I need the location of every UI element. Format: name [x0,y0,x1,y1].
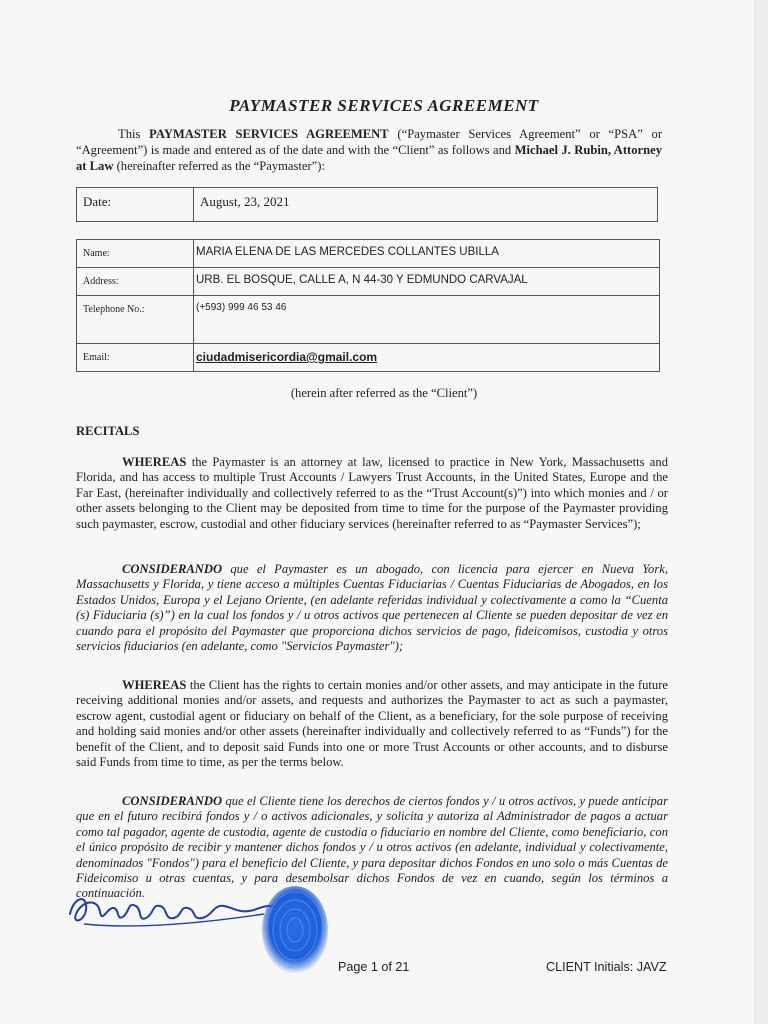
whereas-lead-1: WHEREAS [122,455,187,469]
page-edge [754,0,768,1024]
intro-bold-1: PAYMASTER SERVICES AGREEMENT [149,127,389,141]
document-title: PAYMASTER SERVICES AGREEMENT [229,96,539,115]
whereas-lead-2: WHEREAS [122,678,187,692]
whereas-paragraph-1 [76,455,668,532]
client-table [76,239,660,372]
email-value: ciudadmisericordia@gmail.com [194,344,660,372]
date-table [76,187,658,222]
considerando-lead-1: CONSIDERANDO [122,562,223,576]
intro-text-2: (“Paymaster Services Agreement” or “PSA” or “Agreement”) is made and entered as of the date and with the “Client” as follows and [76,127,663,157]
intro-bold-2: Michael J. Rubin, Attorney at Law [76,143,662,173]
intro-paragraph [76,126,662,174]
address-value: URB. EL BOSQUE, CALLE A, N 44-30 Y EDMUNDO CARVAJAL [194,268,660,296]
date-value: August, 23, 2021 [194,188,658,222]
considerando-text-2: que el Cliente tiene los derechos de ciertos fondos y / u otros activos, y puede anticipar que en el futuro recibirá fondos y / o activos adicionales, y solicita y autoriza al Administrador de pagos a actuar como tal pagador, agente de custodia, agente de custodia o fiduciario en nombre del Cliente, como beneficiario, con el único propósito de recibir y mantener dichos fondos y / u otros activos (en adelante, individual y colectivamente, denominados "Fondos") para el beneficio del Cliente, y para depositar dichos Fondos en uno solo o más Cuentas de Fideicomiso u otras cuentas, y para desembolsar dichos Fondos de vez en cuando, según los términos a continuación. [76,794,669,901]
recitals-heading: RECITALS [76,424,140,438]
whereas-text-1: the Paymaster is an attorney at law, licensed to practice in New York, Massachusetts and Florida, and has access to multiple Trust Accounts / Lawyers Trust Accounts, in the United States, Europe and the Far East, (hereinafter individually and collectively referred to as the “Trust Account(s)”) into which monies and / or other assets belonging to the Client may be deposited from time to time for the purpose of the Paymaster providing such paymaster, escrow, custodial and other fiduciary services (hereinafter referred to as “Paymaster Services”); [76,455,668,531]
considerando-paragraph-1 [76,562,668,654]
name-value: MARIA ELENA DE LAS MERCEDES COLLANTES UBILLA [194,240,660,268]
email-label: Email: [77,344,194,372]
page-number: Page 1 of 21 [338,960,410,974]
considerando-lead-2: CONSIDERANDO [122,794,223,808]
intro-text-3: (hereinafter referred as the “Paymaster”): [116,159,325,173]
considerando-text-1: que el Paymaster es un abogado, con licencia para ejercer en Nueva York, Massachusetts y Florida, y tiene acceso a múltiples Cuentas Fiduciarias / Cuentas Fiduciarias de Abogados, en los Estados Unidos, Europa y el Lejano Oriente, (en adelante referidas individual y colectivamente a como la “Cuenta (s) Fiduciaria (s)”) en la cual los fondos y / u otros activos que pertenecen al Cliente se pueden depositar de vez en cuando para el propósito del Paymaster que proporciona dichos servicios de pago, fideicomisos, custodia y otros servicios fiduciarios (en adelante, como "Servicios Paymaster"); [76,562,668,654]
whereas-text-2: the Client has the rights to certain monies and/or other assets, and may anticipate in the future receiving additional monies and/or assets, and requests and authorizes the Paymaster to act as such a paymaster, escrow agent, custodial agent or fiduciary on behalf of the Client, as a beneficiary, for the sole purpose of receiving and holding said monies and/or other assets (hereinafter individually and collectively referred to as “Funds”) for the benefit of the Client, and to deposit said Funds into one or more Trust Accounts or other accounts, and to disburse said Funds from time to time, as per the terms below. [76,678,668,770]
fingerprint-stamp [260,884,330,980]
phone-value: (+593) 999 46 53 46 [194,296,660,344]
name-label: Name: [77,240,194,268]
client-referred-line: (herein after referred as the “Client”) [290,386,478,400]
intro-text-1: This [118,127,141,141]
whereas-paragraph-2 [76,678,668,770]
client-initials: CLIENT Initials: JAVZ [546,960,667,974]
date-label: Date: [77,188,194,222]
address-label: Address: [77,268,194,296]
phone-label: Telephone No.: [77,296,194,344]
